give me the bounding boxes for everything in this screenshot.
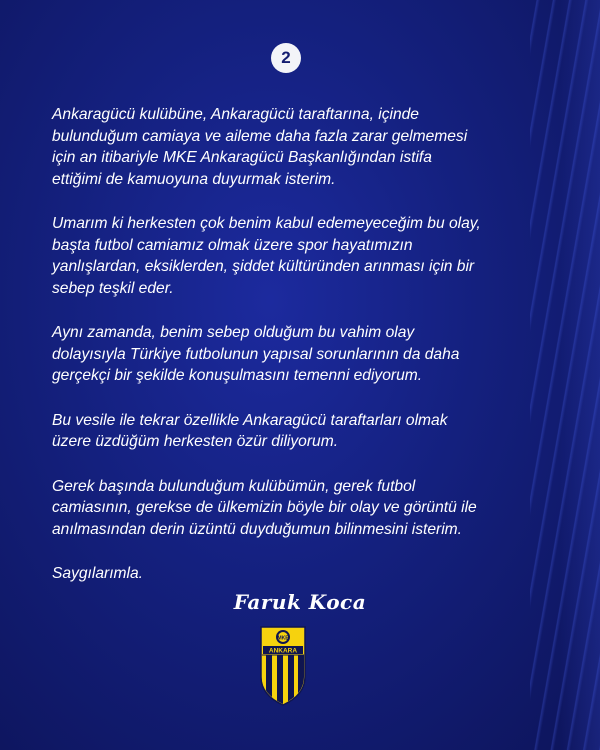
paragraph-3: Aynı zamanda, benim sebep olduğum bu vahim olay dolayısıyla Türkiye futbolunun yapısal sorunlarının da daha gerçekçi bir şekilde konuşulmasını temenni ediyorum. bbox=[52, 324, 460, 384]
decorative-stripes-glow bbox=[560, 0, 600, 750]
paragraph-2: Umarım ki herkesten çok benim kabul edemeyeceğim bu olay, başta futbol camiamız olmak üzere spor hayatımızın yanlışlardan, eksiklerden, şiddet kültüründen arınması için bir sebep teşkil eder. bbox=[52, 215, 481, 297]
crest-banner-text: ANKARA bbox=[268, 647, 298, 655]
crest-top-text: MKE bbox=[277, 635, 289, 642]
paragraph-5: Gerek başında bulunduğum kulübümün, gerek futbol camiasının, gerekse de ülkemizin böyle bir olay ve görüntü ile anılmasından derin üzüntü duyduğumun bilinmesini isterim. bbox=[52, 477, 477, 538]
paragraph-1: Ankaragücü kulübüne, Ankaragücü taraftarına, içinde bulunduğum camiaya ve aileme daha fazla zarar gelmemesi için an itibariyle MKE Ankaragücü Başkanlığından istifa ettiğimi de kamuoyuna duyurmak isterim. bbox=[52, 106, 468, 188]
signature: Faruk Koca bbox=[233, 590, 367, 614]
page-number-badge: 2 bbox=[271, 43, 301, 73]
paragraph-4: Bu vesile ile tekrar özellikle Ankaragücü taraftarları olmak üzere üzdüğüm herkesten özür diliyorum. bbox=[52, 411, 448, 450]
ankaragucu-crest-icon bbox=[258, 625, 308, 707]
closing-line: Saygılarımla. bbox=[52, 565, 143, 582]
statement-body bbox=[52, 104, 532, 608]
